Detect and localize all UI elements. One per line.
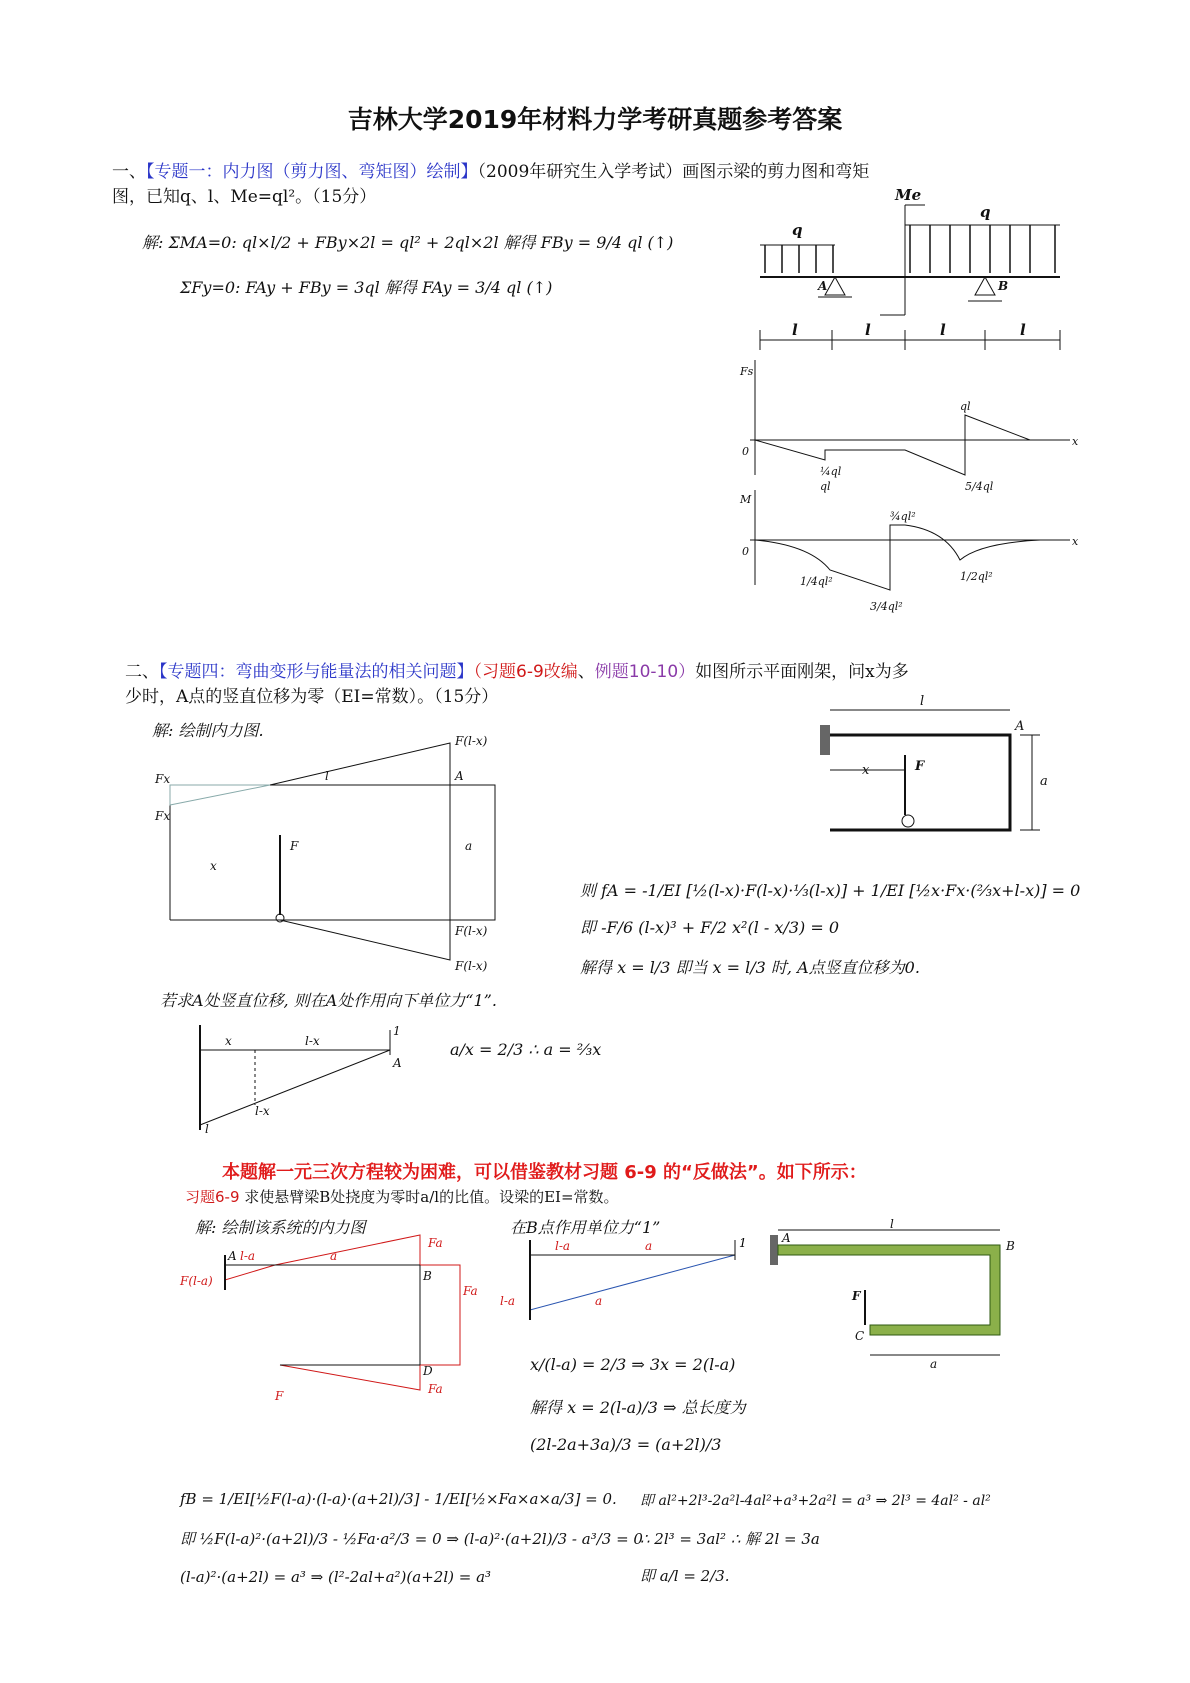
shear-value: ql (960, 400, 971, 413)
ex-unit-moment-diagram (495, 1235, 745, 1325)
label: F(l-a) (180, 1274, 213, 1288)
ex-moment-diagram (180, 1235, 490, 1403)
label: 1 (393, 1024, 401, 1038)
ex-equation-6: 即 a/l = 2/3. (640, 1567, 730, 1585)
moment-diagram (750, 490, 1070, 590)
q1-solution-2: ΣFy=0: FAy + FBy = 3ql 解得 FAy = 3/4 ql (↑) (180, 278, 553, 297)
moment-value: ¾ql² (890, 510, 916, 523)
span-label: l (1020, 321, 1026, 339)
shear-value: ql (820, 480, 831, 493)
label: A (455, 769, 464, 783)
label: A (228, 1249, 237, 1263)
q2-unit-load-note: 若求A处竖直位移, 则在A处作用向下单位力“1”. (160, 991, 497, 1010)
ex-solution-head: 解: 绘制该系统的内力图 (195, 1218, 366, 1237)
label: B (423, 1269, 432, 1283)
q1-text-2: 图，已知q、l、Me=ql²。（15分） (112, 187, 377, 207)
label: A (1015, 719, 1025, 734)
label: a (465, 839, 473, 853)
q2-topic: 【专题四：弯曲变形与能量法的相关问题】 (159, 662, 474, 682)
ex-ratio-1: x/(l-a) = 2/3 ⇒ 3x = 2(l-a) (530, 1355, 736, 1374)
span-label: l (865, 321, 871, 339)
ex-ratio-3: (2l-2a+3a)/3 = (a+2l)/3 (530, 1435, 722, 1454)
label: Fx (155, 772, 171, 786)
label: Fa (463, 1284, 478, 1298)
q1-beam-figures (740, 185, 1080, 635)
label: l-a (500, 1294, 516, 1308)
label: x (862, 763, 870, 778)
q2-frame-figure (820, 690, 1060, 840)
moment-me-label: Me (895, 186, 922, 204)
q2-equation-3: 解得 x = l/3 即当 x = l/3 时, A点竖直位移为0. (580, 958, 920, 977)
shear-value: ¼ql (820, 465, 842, 478)
q1-topic: 【专题一：内力图（剪力图、弯矩图）绘制】 (146, 162, 478, 182)
label: Fa (428, 1236, 443, 1250)
label: Fa (428, 1382, 443, 1396)
q2-source-1: （习题6-9改编 (473, 662, 578, 682)
ex-frame-figure (770, 1217, 1030, 1371)
method-note: 本题解一元三次方程较为困难，可以借鉴教材习题 6-9 的“反做法”。如下所示： (222, 1162, 867, 1183)
label: a (595, 1294, 603, 1308)
q2-equation-1: 则 fA = -1/EI [½(l-x)·F(l-x)·⅓(l-x)] + 1/EI [½x·Fx·(⅔x+l-x)] = 0 (580, 881, 1081, 900)
label: D (423, 1364, 433, 1378)
moment-axis-label: M (740, 493, 752, 506)
label: A (782, 1231, 791, 1245)
moment-value: 1/4ql² (800, 575, 833, 588)
moment-origin: 0 (742, 545, 749, 558)
span-label: l (940, 321, 946, 339)
q2-equation-2: 即 -F/6 (l-x)³ + F/2 x²(l - x/3) = 0 (580, 918, 840, 937)
exercise-text: 求使悬臂梁B处挠度为零时a/l的比值。设梁的EI=常数。 (239, 1188, 619, 1206)
label: F (915, 759, 925, 774)
label: l-a (555, 1239, 571, 1253)
label: Fx (155, 809, 171, 823)
q2-text: 如图所示平面刚架，问x为多 (695, 662, 909, 682)
page-title: 吉林大学2019年材料力学考研真题参考答案 (347, 105, 843, 134)
label: F (275, 1389, 284, 1403)
load-q-label: q (980, 203, 991, 221)
beam-diagram (760, 205, 1060, 350)
span-label: l (792, 321, 798, 339)
ex-equation-5: ∴ 2l³ = 3al² ∴ 解 2l = 3a (640, 1530, 820, 1548)
moment-value: 1/2ql² (960, 570, 993, 583)
label: F (290, 839, 299, 853)
q2-solution-head: 解: 绘制内力图. (152, 721, 264, 740)
support-b-label: B (998, 279, 1009, 293)
q2-unit-moment-diagram (165, 1015, 425, 1135)
moment-x-label: x (1072, 535, 1079, 548)
ex-equation-2: 即 ½F(l-a)²·(a+2l)/3 - ½Fa·a²/3 = 0 ⇒ (l-a)²·(a+2l)/3 - a³/3 = 0 (180, 1530, 643, 1548)
q2-source-2: 例题10-10） (594, 662, 696, 682)
label: C (855, 1329, 865, 1343)
label: F(l-x) (455, 924, 488, 938)
ex-equation-1: fB = 1/EI[½F(l-a)·(l-a)·(a+2l)/3] - 1/EI[½×Fa×a×a/3] = 0. (180, 1490, 617, 1508)
load-q-label: q (792, 221, 803, 239)
shear-x-label: x (1072, 435, 1079, 448)
ex-ratio-2: 解得 x = 2(l-a)/3 ⇒ 总长度为 (530, 1398, 746, 1417)
label: a (645, 1239, 653, 1253)
label: l (890, 1217, 894, 1231)
shear-axis-label: Fs (740, 365, 754, 378)
q2-ratio: a/x = 2/3 ∴ a = ⅔x (450, 1040, 602, 1059)
exercise-label: 习题6-9 (185, 1188, 240, 1206)
label: A (393, 1056, 402, 1070)
q1-number: 一、 (112, 162, 146, 182)
label: F(l-x) (455, 959, 488, 973)
q1-text: 画图示梁的剪力图和弯矩 (682, 162, 870, 182)
label: l-x (255, 1104, 270, 1118)
q2-sep: 、 (577, 662, 595, 682)
ex-equation-3: (l-a)²·(a+2l) = a³ ⇒ (l²-2al+a²)(a+2l) = a³ (180, 1568, 492, 1586)
q2-text-2: 少时，A点的竖直位移为零（EI=常数）。（15分） (125, 687, 499, 707)
q1-solution-1: 解: ΣMA=0: ql×l/2 + FBy×2l = ql² + 2ql×2l 解得 FBy = 9/4 ql (↑) (142, 233, 674, 252)
label: a (1040, 774, 1048, 789)
label: F(l-x) (455, 734, 488, 748)
label: F (852, 1289, 861, 1303)
q1-source: （2009年研究生入学考试） (477, 162, 683, 182)
moment-value: 3/4ql² (870, 600, 903, 613)
label: a (330, 1249, 338, 1263)
label: a (930, 1357, 938, 1371)
shear-value: 5/4ql (965, 480, 994, 493)
shear-diagram (750, 360, 1070, 475)
ex-unit-load-head: 在B点作用单位力“1” (510, 1218, 661, 1237)
support-a-label: A (818, 279, 828, 293)
label: B (1006, 1239, 1015, 1253)
q2-number: 二、 (125, 662, 159, 682)
label: l-x (305, 1034, 320, 1048)
label: x (225, 1034, 232, 1048)
label: 1 (739, 1236, 747, 1250)
shear-origin: 0 (742, 445, 749, 458)
label: l (205, 1122, 209, 1136)
label: l (920, 694, 925, 709)
label: l-a (240, 1249, 256, 1263)
ex-equation-4: 即 al²+2l³-2a²l-4al²+a³+2a²l = a³ ⇒ 2l³ = 4al² - al² (640, 1493, 991, 1509)
label: x (210, 859, 217, 873)
label: l (325, 769, 329, 783)
exercise-6-9 (185, 1186, 619, 1207)
q2-moment-diagram (150, 735, 550, 975)
